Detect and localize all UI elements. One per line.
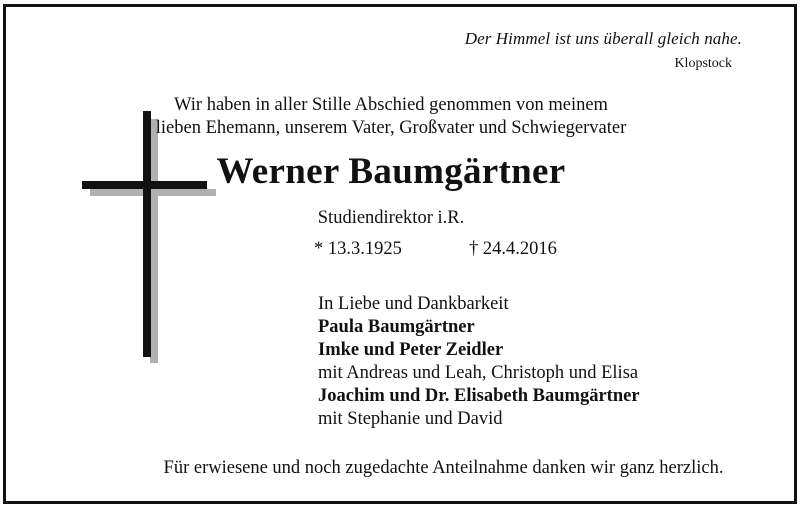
death-date: † 24.4.2016 xyxy=(469,239,557,259)
deceased-name: Werner Baumgärtner xyxy=(216,151,566,192)
mourner-line: mit Stephanie und David xyxy=(318,409,503,429)
quote-text: Der Himmel ist uns überall gleich nahe. xyxy=(464,29,742,48)
thanks-text: Für erwiesene und noch zugedachte Anteilnahme danken wir ganz herzlich. xyxy=(163,458,724,478)
mourner-line: Paula Baumgärtner xyxy=(318,317,475,337)
intro-line-1: Wir haben in aller Stille Abschied genommen von meinem xyxy=(174,95,608,115)
birth-date: * 13.3.1925 xyxy=(314,239,402,259)
mourner-line: mit Andreas und Leah, Christoph und Elisa xyxy=(318,363,639,383)
mourner-line: In Liebe und Dankbarkeit xyxy=(318,294,509,314)
intro-line-2: lieben Ehemann, unserem Vater, Großvater und Schwiegervater xyxy=(155,118,627,138)
intro-text xyxy=(126,94,656,140)
cross-icon xyxy=(82,111,217,363)
quote-author: Klopstock xyxy=(674,56,732,71)
mourner-line: Joachim und Dr. Elisabeth Baumgärtner xyxy=(318,386,640,406)
cross-vertical-beam xyxy=(143,111,151,357)
obituary-frame xyxy=(3,4,797,504)
mourners-list xyxy=(318,293,640,431)
deceased-title: Studiendirektor i.R. xyxy=(317,208,465,228)
mourner-line: Imke und Peter Zeidler xyxy=(318,340,504,360)
